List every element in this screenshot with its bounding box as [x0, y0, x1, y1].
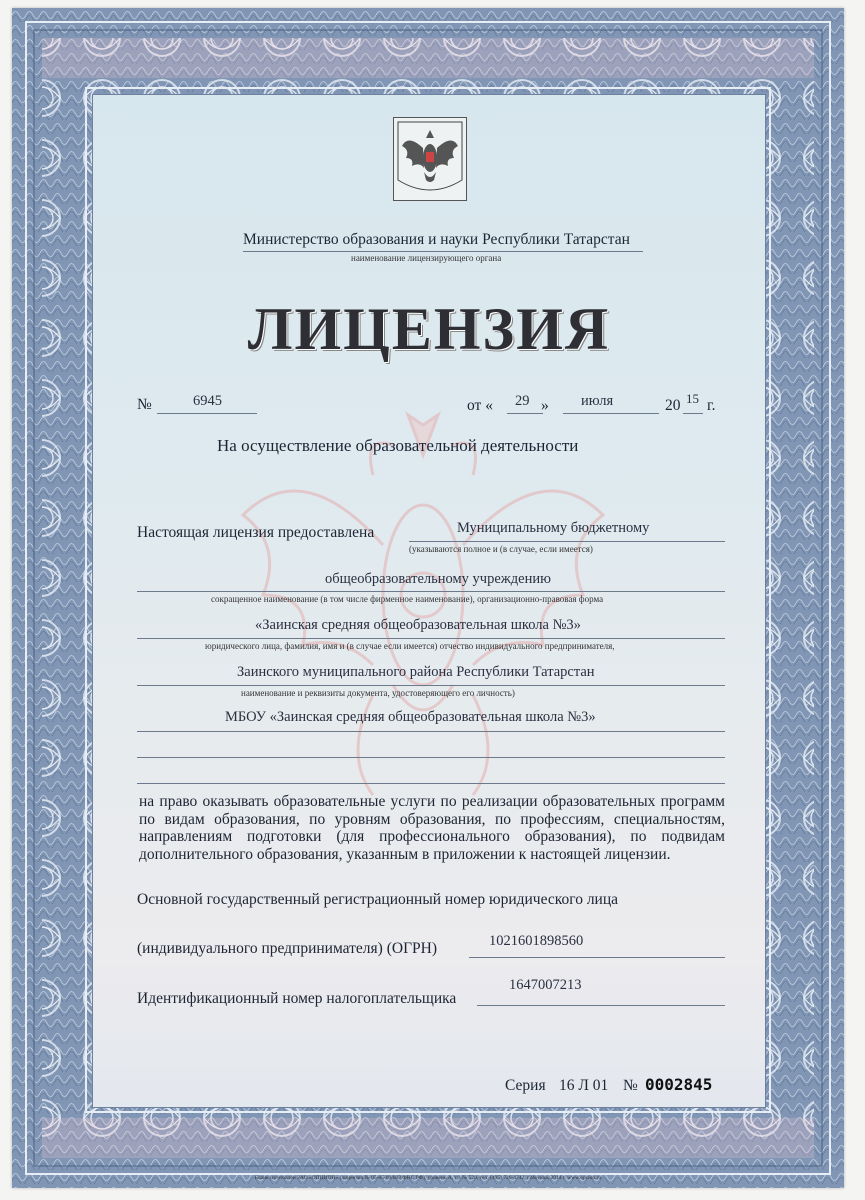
holder-underline-1	[409, 541, 725, 542]
holder-line-2: общеобразовательному учреждению	[325, 571, 551, 587]
holder-underline-3	[137, 638, 725, 639]
inn-value: 1647007213	[509, 977, 582, 993]
holder-line-5: МБОУ «Заинская средняя общеобразовательная школа №3»	[225, 709, 596, 725]
ogrn-underline	[469, 957, 725, 958]
serial-number: 0002845	[645, 1075, 713, 1094]
printer-footer: Бланк изготовлен ЗАО «ОПЦИОН» (лицензия № 05-05-09/003 ФНС РФ), уровень А, т/з № 520, тел. (495) 726-4742, г.Москва, 2014 г. www.opcion.ru	[254, 1175, 602, 1181]
issue-year: 15	[686, 391, 699, 406]
holder-underline-4	[137, 685, 725, 686]
licensing-authority: Министерство образования и науки Республики Татарстан	[243, 231, 630, 248]
year-prefix: 20	[665, 397, 681, 414]
authority-caption: наименование лицензирующего органа	[351, 253, 502, 263]
holder-line-1: Муниципальному бюджетному	[457, 520, 650, 536]
granted-label: Настоящая лицензия предоставлена	[137, 524, 375, 541]
inn-label: Идентификационный номер налогоплательщика	[137, 990, 457, 1007]
holder-underline-2	[137, 591, 725, 592]
month-underline	[563, 413, 659, 414]
holder-line-4: Заинского муниципального района Республики Татарстан	[237, 664, 595, 680]
license-sheet	[12, 8, 844, 1188]
eagle-watermark	[223, 395, 623, 815]
holder-underline-5	[137, 731, 725, 732]
license-number: 6945	[193, 393, 222, 409]
document-body	[92, 94, 766, 1108]
ogrn-label-2: (индивидуального предпринимателя) (ОГРН)	[137, 940, 438, 957]
holder-underline-6	[137, 757, 725, 758]
date-quote: »	[541, 397, 549, 414]
issue-day: 29	[515, 393, 530, 409]
series-label: Серия	[505, 1077, 546, 1094]
year-underline	[683, 413, 703, 414]
inn-underline	[477, 1005, 725, 1006]
date-from-label: от «	[467, 397, 493, 414]
authority-underline	[243, 251, 643, 252]
holder-caption-2: сокращенное наименование (в том числе фирменное наименование), организационно-правовая форма	[211, 594, 604, 604]
number-underline	[157, 413, 257, 414]
rights-paragraph: на право оказывать образовательные услуги по реализации образовательных программ по видам образования, по уровням образования, по профессиям, специальностям, направлениям подготовки (для профессионального образования), по подвидам дополнительного образования, указанным в приложении к настоящей лицензии.	[139, 793, 725, 863]
day-underline	[507, 413, 543, 414]
holder-caption-3: юридического лица, фамилия, имя и (в случае если имеется) отчество индивидуального предпринимателя,	[205, 641, 615, 651]
serial-number-label: №	[623, 1077, 638, 1094]
holder-caption-4: наименование и реквизиты документа, удостоверяющего его личность)	[241, 688, 515, 698]
holder-line-3: «Заинская средняя общеобразовательная школа №3»	[255, 617, 581, 633]
ogrn-label-1: Основной государственный регистрационный номер юридического лица	[137, 891, 619, 908]
series-value: 16 Л 01	[559, 1077, 609, 1094]
coat-of-arms-icon	[393, 117, 467, 201]
document-title: ЛИЦЕНЗИЯ	[247, 296, 611, 362]
ogrn-value: 1021601898560	[489, 933, 584, 949]
activity-type: На осуществление образовательной деятельности	[217, 436, 579, 455]
holder-caption-1: (указываются полное и (в случае, если имеется)	[409, 544, 593, 554]
number-label: №	[137, 396, 152, 413]
issue-month: июля	[581, 393, 614, 409]
holder-underline-7	[137, 783, 725, 784]
year-suffix: г.	[707, 397, 716, 414]
